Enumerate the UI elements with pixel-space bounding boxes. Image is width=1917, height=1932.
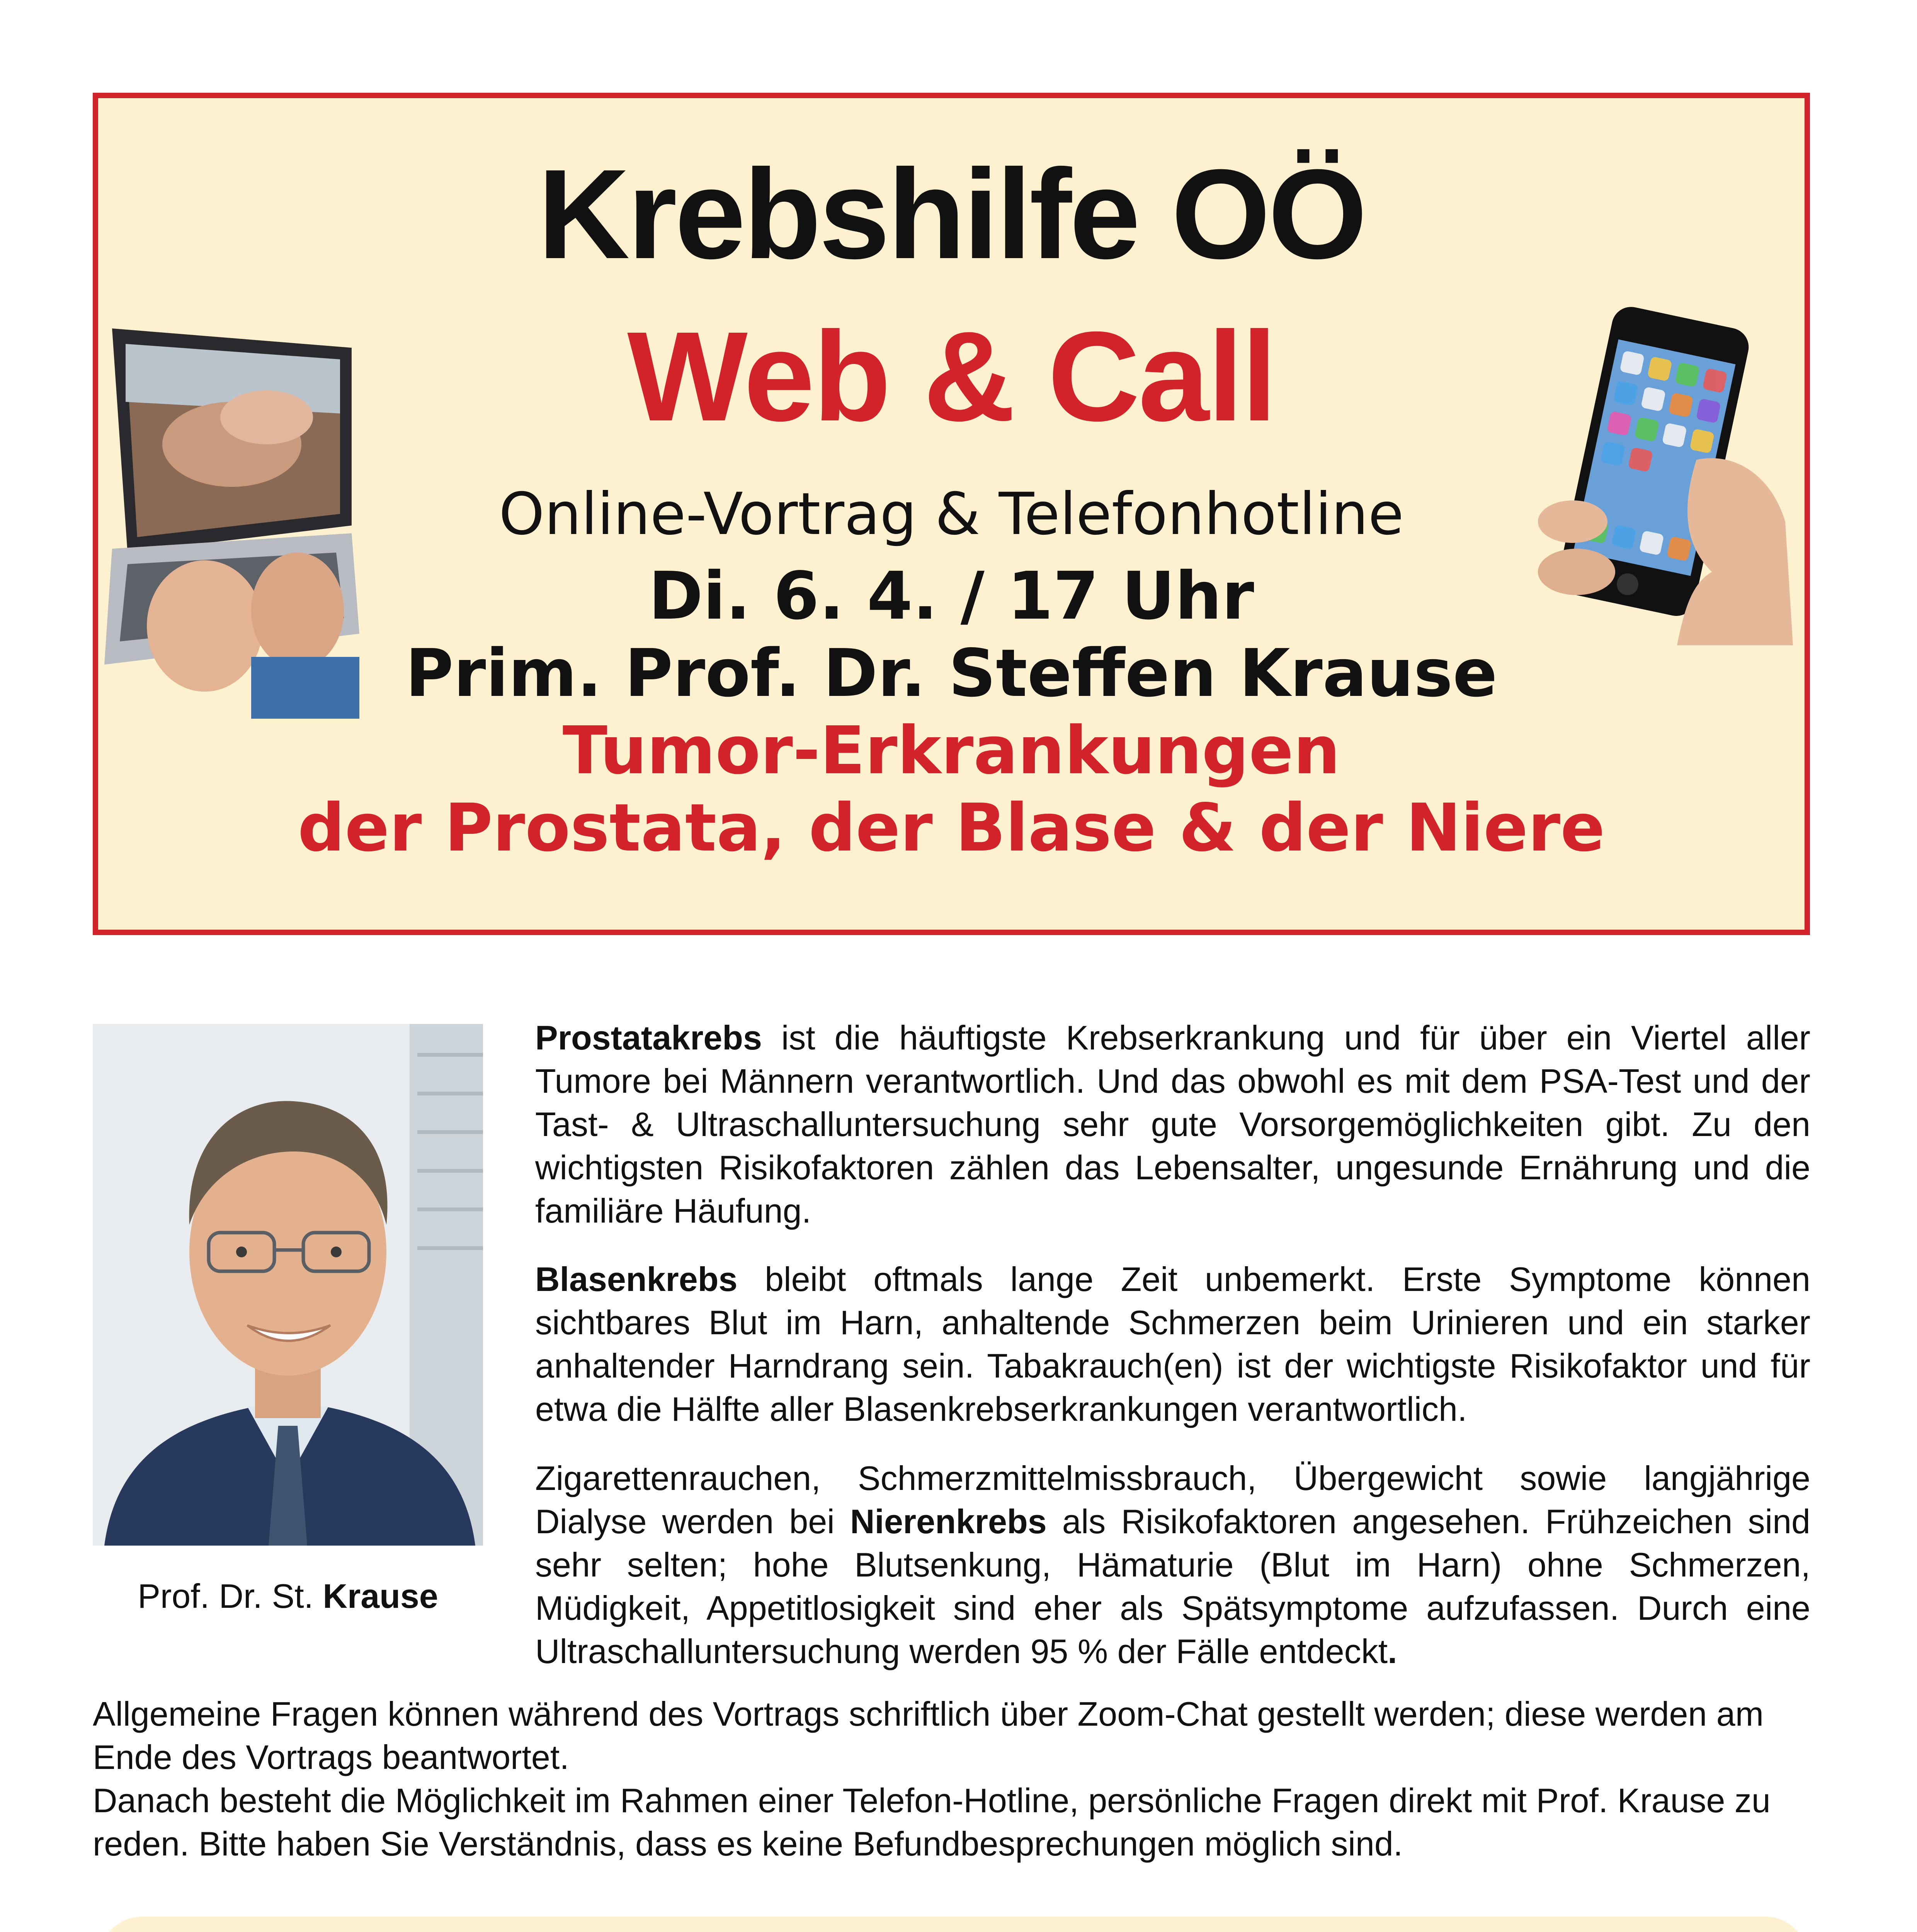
paragraph-text: ist die häuftigste Krebserkrankung und für über ein Viertel aller Tumore bei Männern verantwortlich. Und das obwohl es mit dem PSA-Test und der Tast- & Ultraschalluntersuchung sehr gute Vorsorgemöglichkeiten gibt. Zu den wichtigsten Risikofaktoren zählen das Lebensalter, ungesunde Ernährung und die familiäre Häufung.: [535, 1019, 1810, 1230]
page-title: Krebshilfe OÖ: [538, 143, 1365, 285]
smartphone-illustration: [1530, 305, 1793, 645]
registration-box: [100, 1917, 1808, 1932]
term-kidney-cancer: Nierenkrebs: [850, 1502, 1047, 1541]
topic-line-2: der Prostata, der Blase & der Niere: [298, 790, 1605, 866]
caption-prefix: Prof. Dr. St.: [138, 1577, 323, 1615]
paragraph-text: Zigarettenrauchen, Schmerzmittelmissbrauch, Übergewicht sowie langjährige Dialyse werden bei: [535, 1459, 1810, 1541]
laptop-illustration: [104, 317, 359, 719]
caption-name: Krause: [323, 1577, 438, 1615]
term-prostate-cancer: Prostatakrebs: [535, 1019, 762, 1057]
general-info-2: Danach besteht die Möglichkeit im Rahmen einer Telefon-Hotline, persönliche Fragen direkt mit Prof. Krause zu reden. Bitte haben Sie Verständnis, dass es keine Befundbesprechungen möglich sind.: [93, 1781, 1771, 1863]
paragraph-text: als Risikofaktoren angesehen. Frühzeichen sind sehr selten; hohe Blutsenkung, Hämaturie (Blut im Harn) ohne Schmerzen, Müdigkeit, Appetitlosigkeit sind eher als Spätsymptome aufzufassen. Durch eine Ultraschalluntersuchung werden 95 % der Fälle entdeckt: [535, 1502, 1810, 1670]
paragraph-text: bleibt oftmals lange Zeit unbemerkt. Erste Symptome können sichtbares Blut im Harn, anhaltende Schmerzen beim Urinieren und ein starker anhaltender Harndrang sein. Tabakrauch(en) ist der wichtigste Risikofaktor und für etwa die Hälfte aller Blasenkrebserkrankungen verantwortlich.: [535, 1260, 1810, 1428]
event-series-title: Web & Call: [627, 305, 1276, 447]
topic-line-1: Tumor-Erkrankungen: [562, 713, 1340, 789]
paragraph-kidney-cancer: [535, 1457, 1810, 1673]
paragraph-prostate-cancer: [535, 1016, 1810, 1233]
term-bladder-cancer: Blasenkrebs: [535, 1260, 738, 1298]
paragraph-bladder-cancer: [535, 1258, 1810, 1431]
speaker-photo: [93, 1024, 483, 1546]
photo-caption: [93, 1577, 483, 1616]
paragraph-general-info: [93, 1692, 1810, 1866]
paragraph-end: .: [1388, 1632, 1397, 1670]
event-type: Online-Vortrag & Telefonhotline: [499, 481, 1404, 548]
general-info-1: Allgemeine Fragen können während des Vortrags schriftlich über Zoom-Chat gestellt werden; diese werden am Ende des Vortrags beantwortet.: [93, 1695, 1764, 1776]
event-date: Di. 6. 4. / 17 Uhr: [648, 558, 1254, 634]
speaker-name: Prim. Prof. Dr. Steffen Krause: [405, 635, 1497, 712]
